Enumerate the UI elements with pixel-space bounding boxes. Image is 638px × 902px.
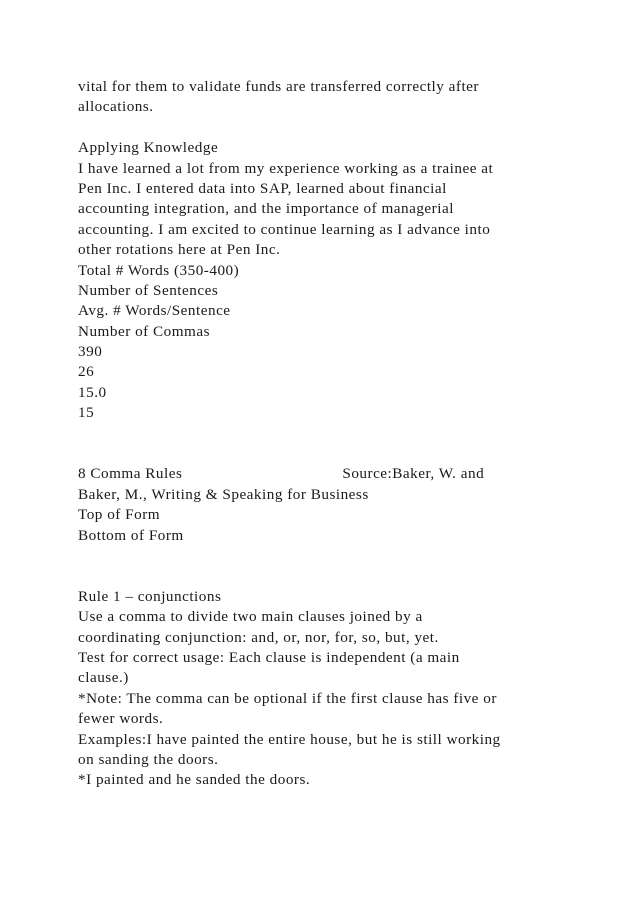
stat-label-total-words: Total # Words (350-400) [78, 261, 240, 279]
spacer [78, 424, 618, 444]
rule-1-heading: Rule 1 – conjunctions [78, 587, 222, 605]
form-top-label: Top of Form [78, 506, 161, 524]
rule-1-line: *I painted and he sanded the doors. [78, 771, 311, 789]
rule-1-line: coordinating conjunction: and, or, nor, for, so, but, yet. [78, 628, 439, 646]
stat-value-commas: 15 [78, 404, 95, 422]
comma-rules-title-line [78, 464, 618, 484]
applying-line: Pen Inc. I entered data into SAP, learned about financial [78, 179, 447, 197]
stat-value-sentences: 26 [78, 363, 95, 381]
stat-label-avg-words: Avg. # Words/Sentence [78, 302, 231, 320]
rule-1-line: on sanding the doors. [78, 750, 219, 768]
stat-label-commas: Number of Commas [78, 322, 211, 340]
stat-value-avg-words: 15.0 [78, 383, 107, 401]
spacer [78, 118, 618, 138]
spacer [78, 546, 618, 566]
document-page [78, 77, 618, 791]
rule-1-line: *Note: The comma can be optional if the first clause has five or [78, 689, 497, 707]
rule-1-line: Examples:I have painted the entire house, but he is still working [78, 730, 501, 748]
rule-1-line: Test for correct usage: Each clause is independent (a main [78, 648, 460, 666]
applying-line: other rotations here at Pen Inc. [78, 241, 281, 259]
intro-line-2: allocations. [78, 98, 154, 116]
rule-1-line: fewer words. [78, 710, 164, 728]
applying-line: accounting integration, and the importance of managerial [78, 200, 454, 218]
spacer [78, 444, 618, 464]
stat-label-sentences: Number of Sentences [78, 281, 219, 299]
comma-rules-source-cont: Baker, M., Writing & Speaking for Business [78, 485, 369, 503]
stat-value-total-words: 390 [78, 343, 103, 361]
applying-line: I have learned a lot from my experience working as a trainee at [78, 159, 494, 177]
comma-rules-title: 8 Comma Rules [78, 465, 183, 483]
intro-line-1: vital for them to validate funds are transferred correctly after [78, 78, 479, 95]
form-bottom-label: Bottom of Form [78, 526, 184, 544]
applying-knowledge-heading: Applying Knowledge [78, 139, 219, 157]
spacer [78, 566, 618, 586]
applying-line: accounting. I am excited to continue learning as I advance into [78, 220, 491, 238]
rule-1-line: clause.) [78, 669, 129, 687]
rule-1-line: Use a comma to divide two main clauses joined by a [78, 608, 423, 626]
comma-rules-source: Source:Baker, W. and [342, 465, 485, 483]
